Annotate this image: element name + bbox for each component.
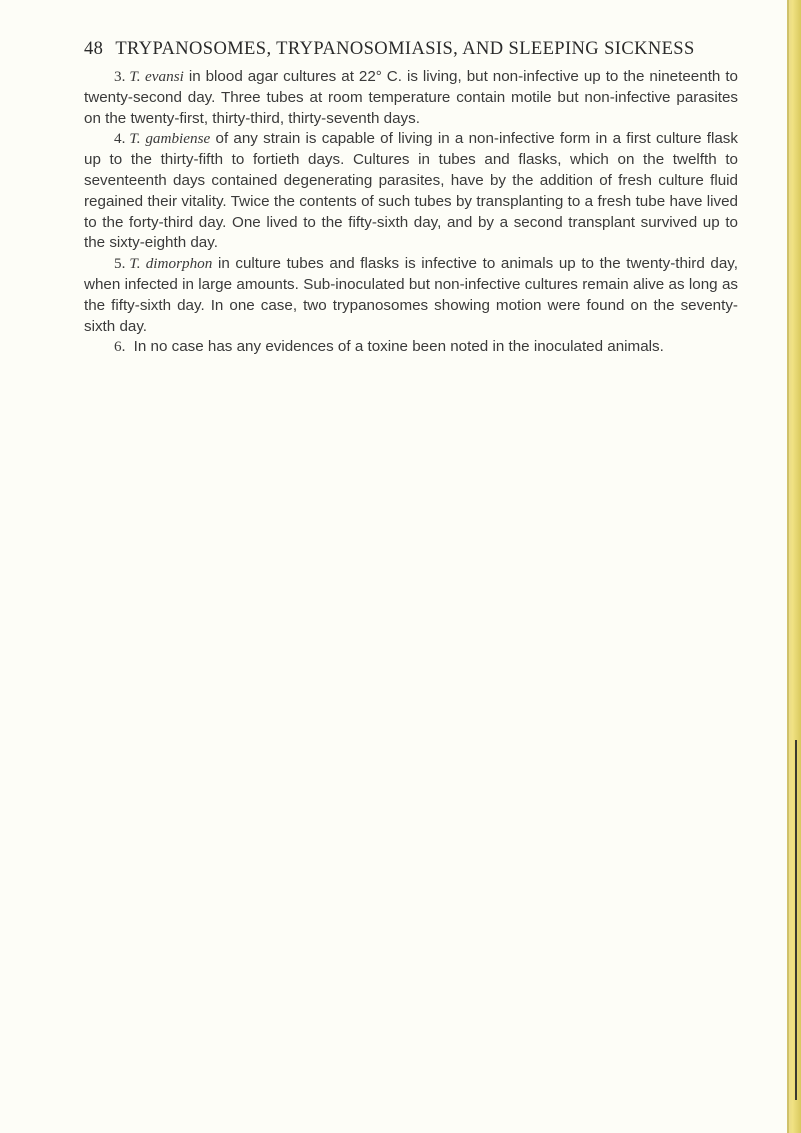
paragraph-text: of any strain is capable of living in a non-infective form in a first culture flask up to the thirty-fifth to fortieth days. Cultures in tubes and flasks, which on the twelfth to seventeenth days contained degenerating parasites, have by the addition of fresh culture fluid regained their vitality. Twice the contents of such tubes by transplanting to a fresh tube have lived to the forty-third day. One lived to the fifty-sixth day, and by a second transplant survived up to the sixty-eighth day. (84, 130, 738, 252)
paragraph-6 (84, 337, 738, 358)
species-name: T. dimorphon (129, 255, 213, 273)
body-text (84, 67, 738, 358)
paragraph-4 (84, 129, 738, 254)
paragraph-3 (84, 67, 738, 129)
paragraph-text: in blood agar cultures at 22° C. is living, but non-infective up to the nineteenth to twenty-second day. Three tubes at room temperature contain motile but non-infective parasites on the twenty-first, thirty-third, thirty-seventh days. (84, 68, 738, 127)
paragraph-text: In no case has any evidences of a toxine been noted in the inoculated animals. (129, 338, 664, 356)
running-header (84, 39, 724, 60)
page-edge-shadow (795, 740, 797, 1100)
paragraph-number: 4. (114, 130, 126, 148)
species-name: T. gambiense (129, 130, 211, 148)
running-title: TRYPANOSOMES, TRYPANOSOMIASIS, AND SLEEPING SICKNESS (115, 39, 695, 59)
paragraph-5 (84, 254, 738, 337)
page-edge (787, 0, 801, 1133)
page-number: 48 (84, 39, 104, 59)
paragraph-number: 3. (114, 68, 126, 85)
paragraph-number: 5. (114, 255, 126, 273)
paragraph-text: in culture tubes and flasks is infective to animals up to the twenty-third day, when infected in large amounts. Sub-inoculated but non-infective cultures remain alive as long as the fifty-sixth day. In one case, two trypanosomes showing motion were found on the seventy-sixth day. (84, 255, 738, 335)
paragraph-number: 6. (114, 338, 126, 356)
species-name: T. evansi (129, 68, 184, 85)
